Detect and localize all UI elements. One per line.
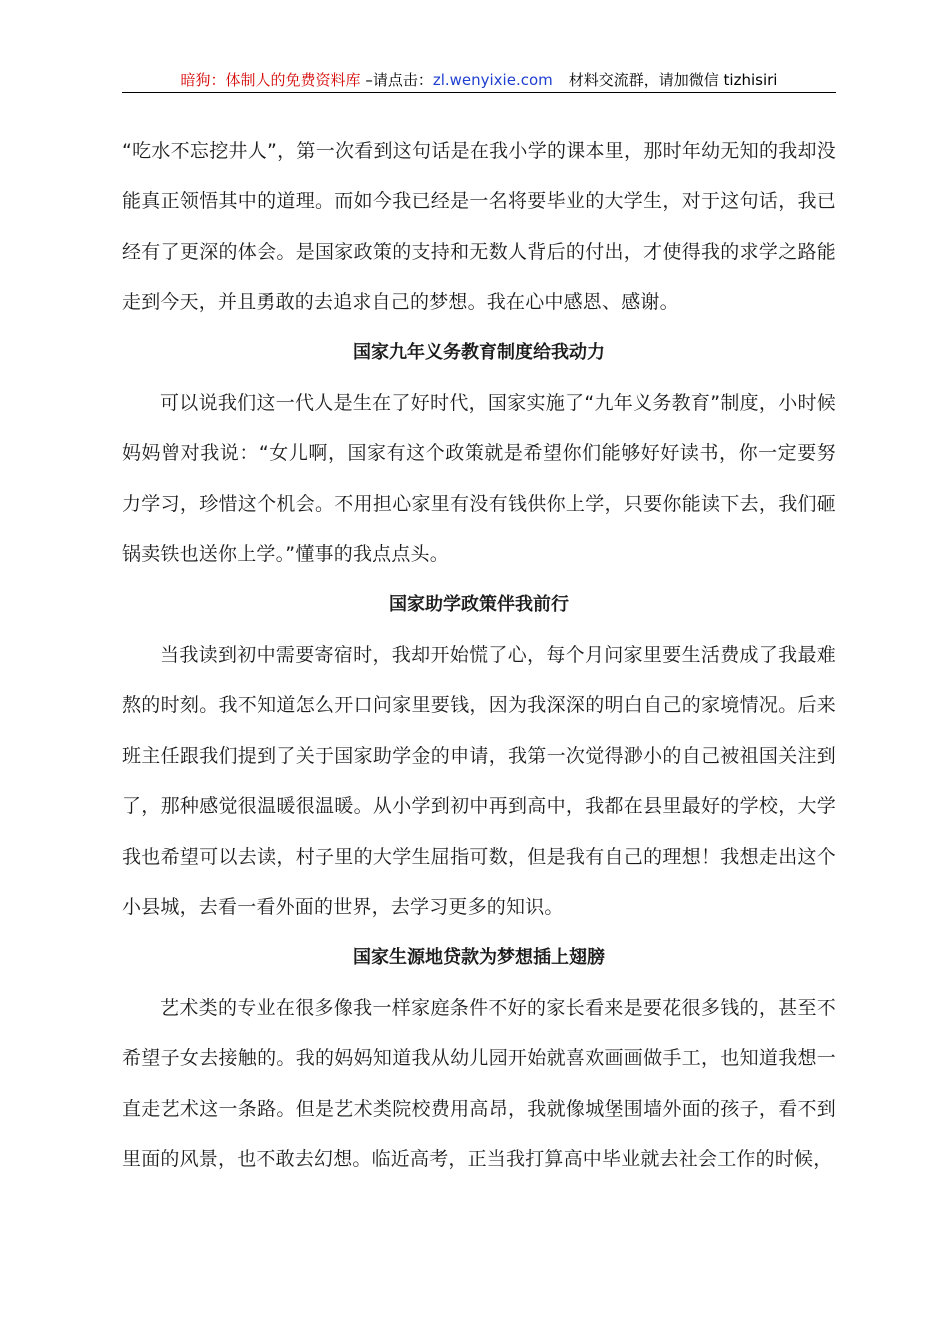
document-body [122,126,836,1185]
page-header [122,70,836,93]
section-heading-3: 国家生源地贷款为梦想插上翅膀 [353,946,605,968]
header-separator: –请点击： [360,71,433,89]
section-paragraph-1: 可以说我们这一代人是生在了好时代，国家实施了“九年义务教育”制度，小时候妈妈曾对我说：“女儿啊，国家有这个政策就是希望你们能够好好读书，你一定要努力学习，珍惜这个机会。不用担心家里有没有钱供你上学，只要你能读下去，我们砸锅卖铁也送你上学。”懂事的我点点头。 [122,392,836,566]
section-heading-1: 国家九年义务教育制度给我动力 [353,341,605,363]
header-wechat-note: 材料交流群，请加微信 tizhisiri [568,71,778,89]
header-brand: 暗狗：体制人的免费资料库 [180,71,361,89]
header-link[interactable]: zl.wenyixie.com [432,71,553,89]
intro-paragraph: “吃水不忘挖井人”，第一次看到这句话是在我小学的课本里，那时年幼无知的我却没能真正领悟其中的道理。而如今我已经是一名将要毕业的大学生，对于这句话，我已经有了更深的体会。是国家政策的支持和无数人背后的付出，才使得我的求学之路能走到今天，并且勇敢的去追求自己的梦想。我在心中感恩、感谢。 [122,140,836,314]
section-heading-2: 国家助学政策伴我前行 [389,593,569,615]
section-paragraph-2: 当我读到初中需要寄宿时，我却开始慌了心，每个月问家里要生活费成了我最难熬的时刻。我不知道怎么开口问家里要钱，因为我深深的明白自己的家境情况。后来班主任跟我们提到了关于国家助学金的申请，我第一次觉得渺小的自己被祖国关注到了，那种感觉很温暖很温暖。从小学到初中再到高中，我都在县里最好的学校，大学我也希望可以去读，村子里的大学生屈指可数，但是我有自己的理想！我想走出这个小县城，去看一看外面的世界，去学习更多的知识。 [122,644,836,919]
section-paragraph-3: 艺术类的专业在很多像我一样家庭条件不好的家长看来是要花很多钱的，甚至不希望子女去接触的。我的妈妈知道我从幼儿园开始就喜欢画画做手工，也知道我想一直走艺术这一条路。但是艺术类院校费用高昂，我就像城堡围墙外面的孩子，看不到里面的风景，也不敢去幻想。临近高考，正当我打算高中毕业就去社会工作的时候， [122,996,836,1171]
